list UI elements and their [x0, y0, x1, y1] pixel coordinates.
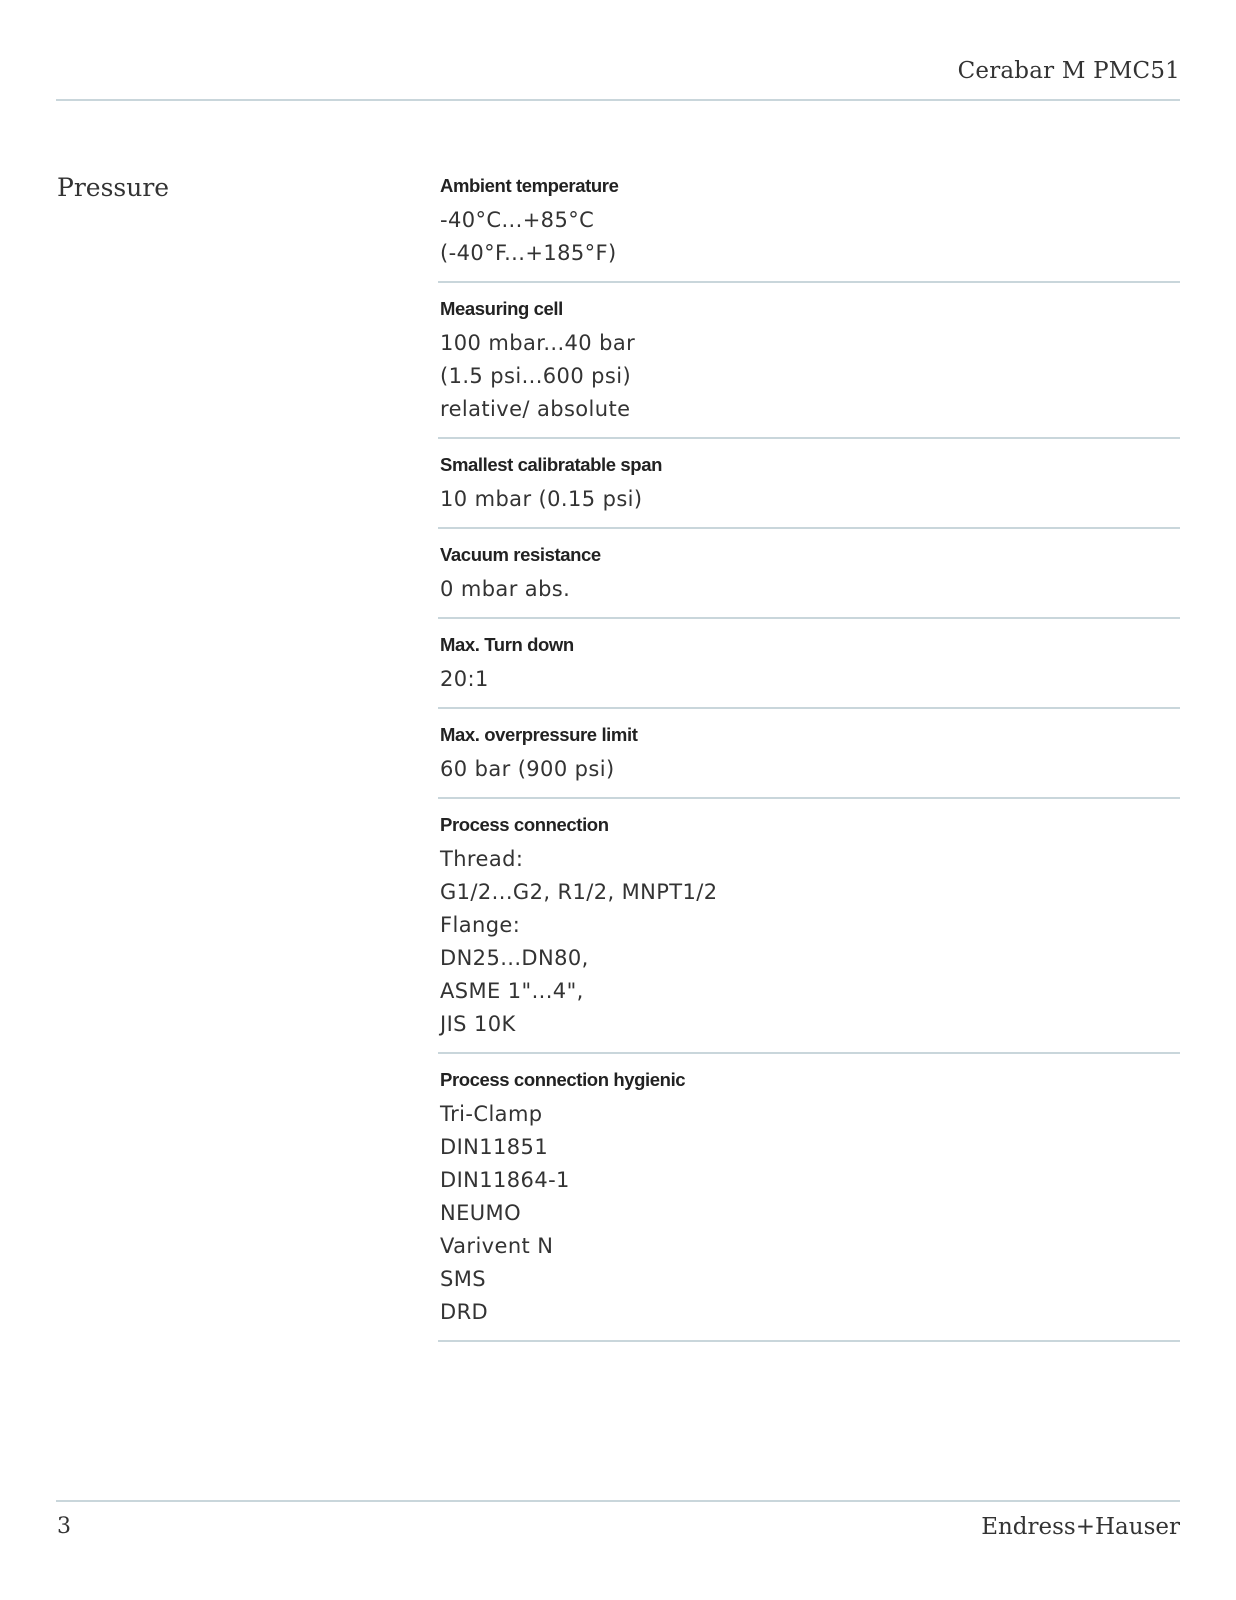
spec-label: Ambient temperature [440, 175, 619, 196]
spec-value: 60 bar (900 psi) [440, 757, 615, 781]
spec-max-overpressure-limit [438, 723, 1180, 799]
spec-value: (-40°F...+185°F) [440, 241, 617, 265]
spec-value: DIN11851 [440, 1135, 549, 1159]
document-title: Cerabar M PMC51 [957, 58, 1180, 84]
spec-process-connection [438, 813, 1180, 1054]
spec-value: -40°C...+85°C [440, 208, 595, 232]
spec-process-connection-hygienic [438, 1068, 1180, 1342]
spec-value: Flange: [440, 913, 521, 937]
brand-name: Endress+Hauser [981, 1514, 1180, 1540]
spec-value: JIS 10K [440, 1012, 516, 1036]
spec-vacuum-resistance [438, 543, 1180, 619]
spec-value: relative/ absolute [440, 397, 631, 421]
spec-ambient-temperature [438, 174, 1180, 283]
spec-value: SMS [440, 1267, 486, 1291]
section-title: Pressure [57, 173, 170, 202]
spec-value: Varivent N [440, 1234, 554, 1258]
spec-label: Smallest calibratable span [440, 454, 662, 475]
spec-label: Process connection [440, 814, 609, 835]
spec-measuring-cell [438, 297, 1180, 439]
spec-value: NEUMO [440, 1201, 521, 1225]
spec-label: Vacuum resistance [440, 544, 601, 565]
page-number: 3 [57, 1514, 71, 1539]
spec-value: Tri-Clamp [440, 1102, 543, 1126]
spec-label: Max. overpressure limit [440, 724, 638, 745]
spec-max-turn-down [438, 633, 1180, 709]
spec-list [438, 174, 1180, 1356]
spec-value: (1.5 psi...600 psi) [440, 364, 632, 388]
spec-label: Max. Turn down [440, 634, 574, 655]
spec-value: 20:1 [440, 667, 489, 691]
spec-value: DRD [440, 1300, 489, 1324]
spec-value: ASME 1"...4", [440, 979, 584, 1003]
spec-value: G1/2...G2, R1/2, MNPT1/2 [440, 880, 718, 904]
spec-smallest-calibratable-span [438, 453, 1180, 529]
spec-value: Thread: [440, 847, 524, 871]
spec-value: DN25...DN80, [440, 946, 589, 970]
spec-value: 0 mbar abs. [440, 577, 571, 601]
spec-label: Process connection hygienic [440, 1069, 686, 1090]
spec-value: 10 mbar (0.15 psi) [440, 487, 643, 511]
spec-value: 100 mbar...40 bar [440, 331, 636, 355]
header-divider [56, 99, 1180, 101]
footer-divider [56, 1500, 1180, 1502]
spec-label: Measuring cell [440, 298, 563, 319]
spec-value: DIN11864-1 [440, 1168, 570, 1192]
